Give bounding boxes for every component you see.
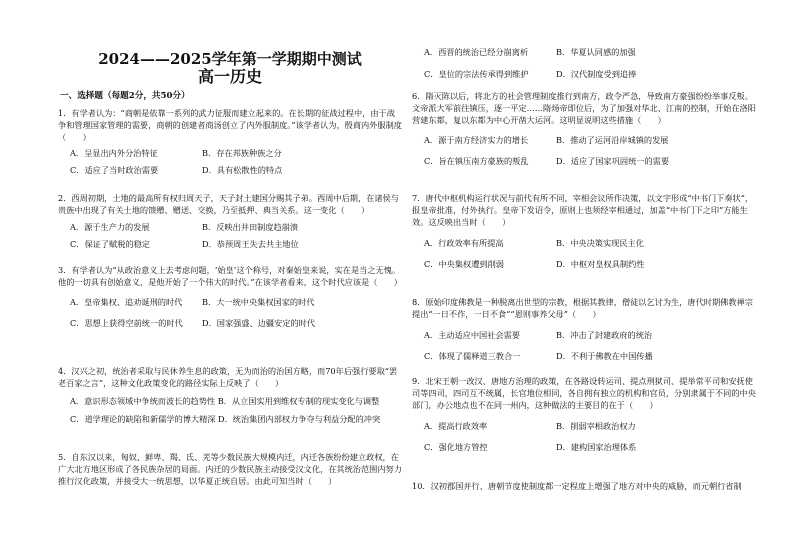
option-b[interactable]: B．冲击了封建政府的统治	[556, 330, 653, 340]
options	[412, 329, 756, 341]
question-7	[412, 192, 756, 270]
option-b[interactable]: B．推动了运河沿岸城镇的发展	[556, 135, 669, 145]
question-stem: 1．有学者认为：“商朝是依靠一系列的武力征服而建立起来的。在长期的征战过程中，由于战争和管理国家管理的需要，商朝的创建者商汤创立了内外服制度。”该学者认为，殷商内外服制度（ ）	[58, 108, 402, 142]
question-8	[412, 296, 756, 362]
option-a[interactable]: A．行政效率有所提高	[424, 238, 504, 248]
question-stem: 4．汉兴之初，统治者采取与民休养生息的政策，无为而治的治国方略，而70年后强行要取“罢老百家之言”，这种文化政策变化的路径实际上反映了（ ）	[58, 366, 398, 388]
option-d[interactable]: D．中枢对皇权具制约性	[556, 259, 645, 269]
options	[58, 221, 402, 233]
options	[412, 258, 756, 270]
option-a[interactable]: A．源于生产力的发展	[70, 222, 150, 232]
options	[58, 164, 402, 176]
options	[412, 155, 756, 167]
question-1	[58, 107, 402, 176]
option-a-b[interactable]: A．意识形态领域中争统而波长的趋势性 B．从立国实用到维权专制的现实变化与调整	[70, 396, 380, 406]
question-stem: 2．西周初期，土地的最高所有权归周天子，天子封土建国分赐其子弟。西周中后期，在诸侯与贵族中出现了有关土地的馈赠、赠送、交换，乃至抵押、典当关系。这一变化（ ）	[58, 193, 399, 215]
option-d[interactable]: D．汉代制度受到追捧	[556, 69, 637, 79]
options	[58, 413, 402, 425]
option-b[interactable]: B．反映出井田制度趋崩溃	[202, 222, 299, 232]
question-6	[412, 90, 756, 167]
question-stem: 5．自东汉以来，匈奴、鲜卑、羯、氐、羌等少数民族大规模内迁，内迁各族纷纷建立政权，在广大北方地区形成了各民族杂居的局面。内迁的少数民族主动接受汉文化，在其统治范围内努力推行汉化政策，并接受大一统思想，以华夏正统自居。由此可知当时（ ）	[58, 452, 402, 486]
question-stem: 7．唐代中枢机构运行状况与前代有所不同，宰相会议所作决策，以文字形成“中书门下奏状”，报皇帝批准，付外执行。皇帝下发诏令，原则上也须经宰相通过，加盖“中书门下之印”方能生效。这反映出当时（ ）	[412, 193, 754, 227]
option-c[interactable]: C．中央集权遭到削弱	[424, 259, 504, 269]
options	[58, 395, 402, 407]
exam-subtitle: 高一历史	[197, 67, 262, 86]
option-a[interactable]: A．源于南方经济实力的增长	[424, 135, 529, 145]
option-b[interactable]: B．华夏认同感的加强	[556, 47, 636, 57]
option-d[interactable]: D．国家强盛、边疆安定的时代	[202, 318, 316, 328]
option-b[interactable]: B．削弱宰相政治权力	[556, 421, 636, 431]
option-a[interactable]: A．西晋的统治已经分崩离析	[424, 47, 529, 57]
options	[58, 296, 402, 308]
question-5-options	[412, 46, 756, 80]
question-stem: 10．汉初郡国并行、唐朝节度使制度都一定程度上增强了地方对中央的威胁，而元朝行省制	[412, 481, 742, 491]
section-heading: 一、选择题（每题2分，共50分）	[60, 91, 190, 101]
option-c[interactable]: C．皇位的宗法传承得到维护	[424, 69, 529, 79]
option-c[interactable]: C．旨在镇压南方豪族的叛乱	[424, 156, 529, 166]
options	[58, 317, 402, 329]
question-stem: 6．隋灭陈以后，将北方的社会管理制度推行到南方，政令严急，导致南方豪强纷纷举事反叛。文帝派大军前往镇压，逐一平定……隋炀帝即位后，为了加强对华北、江南的控制，开始在洛阳营建东都，复以东都为中心开凿大运河。这明显说明这些措施（ ）	[412, 91, 756, 125]
question-4	[58, 365, 402, 425]
option-a[interactable]: A．主动适应中国社会需要	[424, 330, 520, 340]
option-a[interactable]: A．呈显出内外分治特征	[70, 148, 158, 158]
options	[58, 147, 402, 159]
question-2	[58, 192, 402, 250]
option-c[interactable]: C．强化地方管控	[424, 442, 488, 452]
option-a[interactable]: A．提高行政效率	[424, 421, 488, 431]
option-c[interactable]: C．保证了赋税的稳定	[70, 239, 150, 249]
option-b[interactable]: B．中央决策实现民主化	[556, 238, 644, 248]
option-d[interactable]: D．不利于佛教在中国传播	[556, 351, 653, 361]
options	[412, 350, 756, 362]
option-d[interactable]: D．恭预周王失去共主地位	[202, 239, 299, 249]
question-5	[58, 451, 402, 487]
options	[412, 68, 756, 80]
question-3	[58, 264, 402, 329]
exam-title: 2024——2025学年第一学期期中测试	[98, 50, 362, 68]
option-c[interactable]: C．思想上获得空前统一的时代	[70, 318, 183, 328]
options	[412, 46, 756, 58]
question-10	[412, 480, 756, 492]
options	[58, 238, 402, 250]
question-stem: 3．有学者认为“从政治意义上去考虑问题，‘始皇’这个称号，对秦始皇来说，实在是当之无愧。他的一切具有创始意义，是他开始了一个伟大的时代。”在该学者看来，这个时代应该是（ ）	[58, 265, 402, 287]
options	[412, 237, 756, 249]
option-c[interactable]: C．适应了当时政治需要	[70, 165, 159, 175]
options	[412, 420, 756, 432]
option-d[interactable]: D．具有松散性的特点	[202, 165, 283, 175]
options	[412, 441, 756, 453]
option-a[interactable]: A．皇帝集权、追劝诞刑的时代	[70, 297, 183, 307]
option-b[interactable]: B．存在邦族种族之分	[202, 148, 282, 158]
question-stem: 9．北宋王朝一改汉、唐地方治理的政策，在各路设转运司、提点刑狱司、提举常平司和安抚使司等四司，四司互不统属，长官地位相同，各自拥有独立的机构和官员，分别隶属于不同的中央部门，办公地点也不在同一州内，这种做法的主要目的在于（ ）	[412, 376, 756, 410]
question-9	[412, 375, 756, 453]
option-d[interactable]: D．建构国家治理体系	[556, 442, 637, 452]
option-c-d[interactable]: C．道学理论的缺陷和新儒学的博大精深 D．统治集团内部权力争夺与利益分配的冲突	[70, 414, 381, 424]
options	[412, 134, 756, 146]
question-stem: 8．原始印度佛教是一种脱离出世型的宗教，根据其教律，僧徒以乞讨为生，唐代时期佛教禅宗提出“一日不作，一日不食”“恩则事养父母”（ ）	[412, 297, 753, 319]
option-b[interactable]: B．大一统中央集权国家的时代	[202, 297, 315, 307]
option-c[interactable]: C．体现了儒释道三教合一	[424, 351, 521, 361]
option-d[interactable]: D．适应了国家巩固统一的需要	[556, 156, 670, 166]
